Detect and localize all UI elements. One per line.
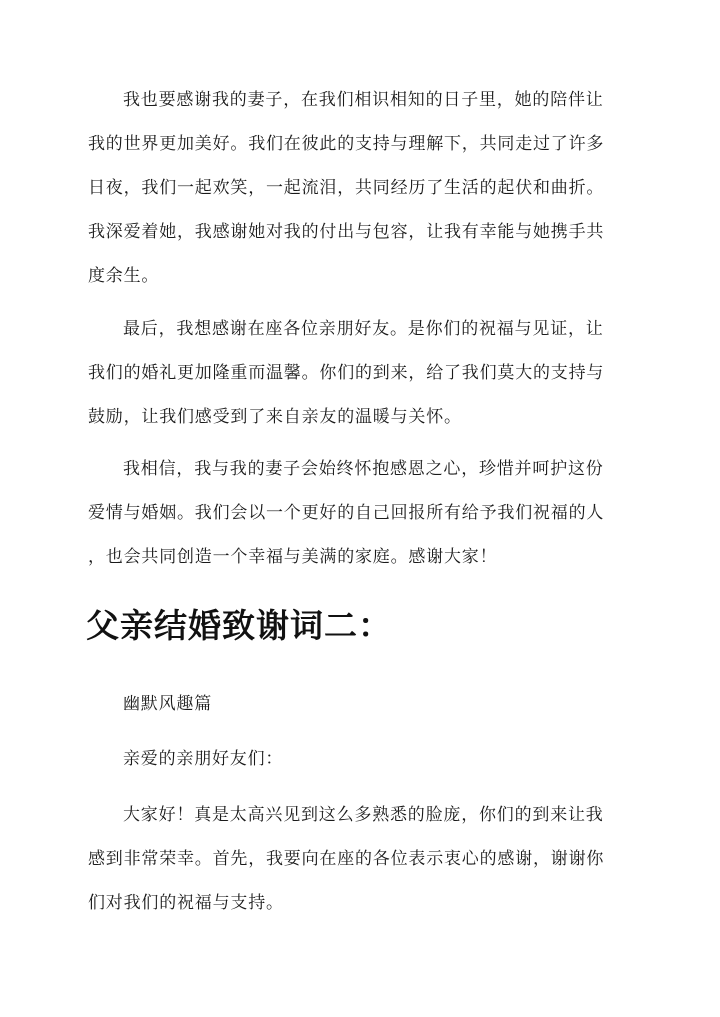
section-subtitle (88, 682, 634, 726)
paragraph-thanks-guests (88, 307, 634, 439)
paragraph-line: 度余生。 (88, 266, 160, 286)
paragraph-line: 我的世界更加美好。我们在彼此的支持与理解下，共同走过了许多 (88, 134, 605, 154)
paragraph-line: 大家好！真是太高兴见到这么多熟悉的脸庞，你们的到来让我 (123, 805, 604, 825)
paragraph-line: 我深爱着她，我感谢她对我的付出与包容，让我有幸能与她携手共 (88, 222, 605, 242)
paragraph-belief (88, 447, 634, 579)
paragraph-line: 日夜，我们一起欢笑，一起流泪，共同经历了生活的起伏和曲折。 (88, 178, 605, 198)
paragraph-line: 我相信，我与我的妻子会始终怀抱感恩之心，珍惜并呵护这份 (123, 459, 604, 479)
paragraph-line: 我也要感谢我的妻子，在我们相识相知的日子里，她的陪伴让 (123, 90, 604, 110)
paragraph-thanks-wife (88, 78, 634, 298)
paragraph-line: 感到非常荣幸。首先，我要向在座的各位表示衷心的感谢，谢谢你 (88, 849, 605, 869)
paragraph-line: ，也会共同创造一个幸福与美满的家庭。感谢大家！ (88, 547, 498, 567)
paragraph-line: 我们的婚礼更加隆重而温馨。你们的到来，给了我们莫大的支持与 (88, 363, 605, 383)
paragraph-line: 们对我们的祝福与支持。 (88, 893, 284, 913)
section-heading: 父亲结婚致谢词二： (86, 606, 392, 645)
paragraph-line: 最后，我想感谢在座各位亲朋好友。是你们的祝福与见证，让 (123, 319, 604, 339)
paragraph-line: 爱情与婚姻。我们会以一个更好的自己回报所有给予我们祝福的人 (88, 503, 605, 523)
greeting-text: 亲爱的亲朋好友们： (123, 749, 284, 769)
greeting (88, 737, 634, 781)
subtitle-text: 幽默风趣篇 (123, 694, 212, 714)
paragraph-line: 鼓励，让我们感受到了来自亲友的温暖与关怀。 (88, 407, 462, 427)
paragraph-opening (88, 793, 634, 925)
